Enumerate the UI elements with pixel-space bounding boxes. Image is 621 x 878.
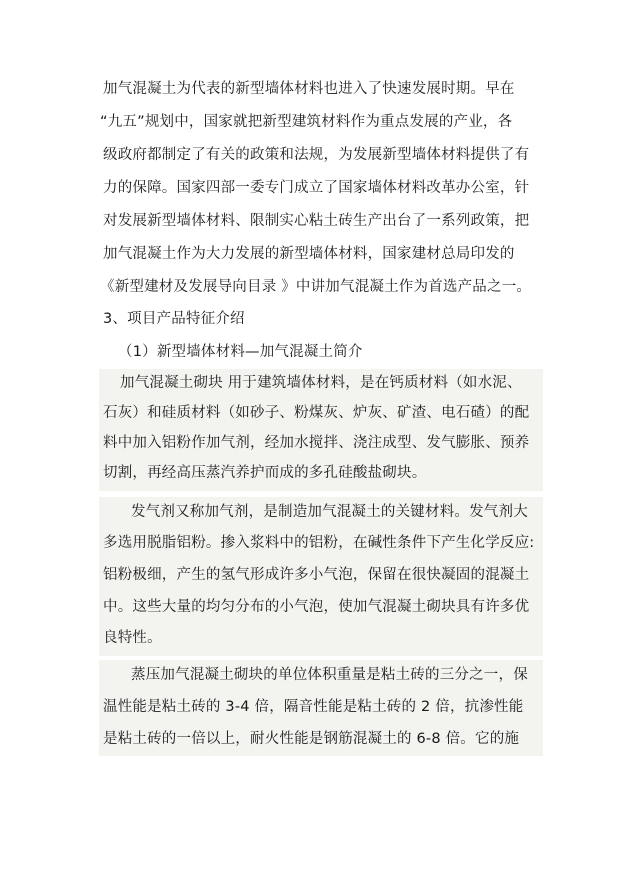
paragraph-line: 加气混凝土作为大力发展的新型墙体材料，国家建材总局印发的: [103, 246, 515, 262]
subsection-heading: （1）新型墙体材料—加气混凝土简介: [118, 344, 363, 360]
paragraph-line: 级政府都制定了有关的政策和法规，为发展新型墙体材料提供了有: [103, 147, 530, 163]
paragraph-line: 多选用脱脂铝粉。掺入浆料中的铝粉，在碱性条件下产生化学反应:: [103, 535, 535, 551]
paragraph-line: 中。这些大量的均匀分布的小气泡，使加气混凝土砌块具有许多优: [103, 599, 530, 615]
paragraph-line: 发气剂又称加气剂，是制造加气混凝土的关键材料。发气剂大: [131, 504, 528, 520]
paragraph-line: 石灰）和硅质材料（如砂子、粉煤灰、炉灰、矿渣、电石碴）的配: [103, 405, 530, 421]
paragraph-line: 是粘土砖的一倍以上，耐火性能是钢筋混凝土的 6-8 倍。它的施: [103, 731, 520, 747]
paragraph-line: 温性能是粘土砖的 3-4 倍，隔音性能是粘土砖的 2 倍，抗渗性能: [103, 699, 524, 715]
paragraph-line: 良特性。: [103, 630, 162, 646]
paragraph-line: 《新型建材及发展导向目录 》中讲加气混凝土作为首选产品之一。: [100, 279, 532, 295]
paragraph-line: 蒸压加气混凝土砌块的单位体积重量是粘土砖的三分之一，保: [131, 667, 528, 683]
paragraph-line: 铝粉极细，产生的氢气形成许多小气泡，保留在很快凝固的混凝土: [103, 567, 530, 583]
paragraph-line: 加气混凝土砌块 用于建筑墙体材料，是在钙质材料（如水泥、: [120, 375, 522, 391]
paragraph-line: 力的保障。国家四部一委专门成立了国家墙体材料改革办公室，针: [103, 180, 530, 196]
paragraph-line: 切割，再经高压蒸汽养护而成的多孔硅酸盐砌块。: [103, 465, 427, 481]
section-heading: 3、项目产品特征介绍: [103, 311, 245, 327]
paragraph-line: 加气混凝土为代表的新型墙体材料也进入了快速发展时期。早在: [103, 81, 515, 97]
paragraph-line: “九五”规划中，国家就把新型建筑材料作为重点发展的产业，各: [100, 114, 513, 130]
paragraph-line: 料中加入铝粉作加气剂，经加水搅拌、浇注成型、发气膨胀、预养: [103, 435, 530, 451]
paragraph-line: 对发展新型墙体材料、限制实心粘土砖生产出台了一系列政策，把: [103, 213, 530, 229]
